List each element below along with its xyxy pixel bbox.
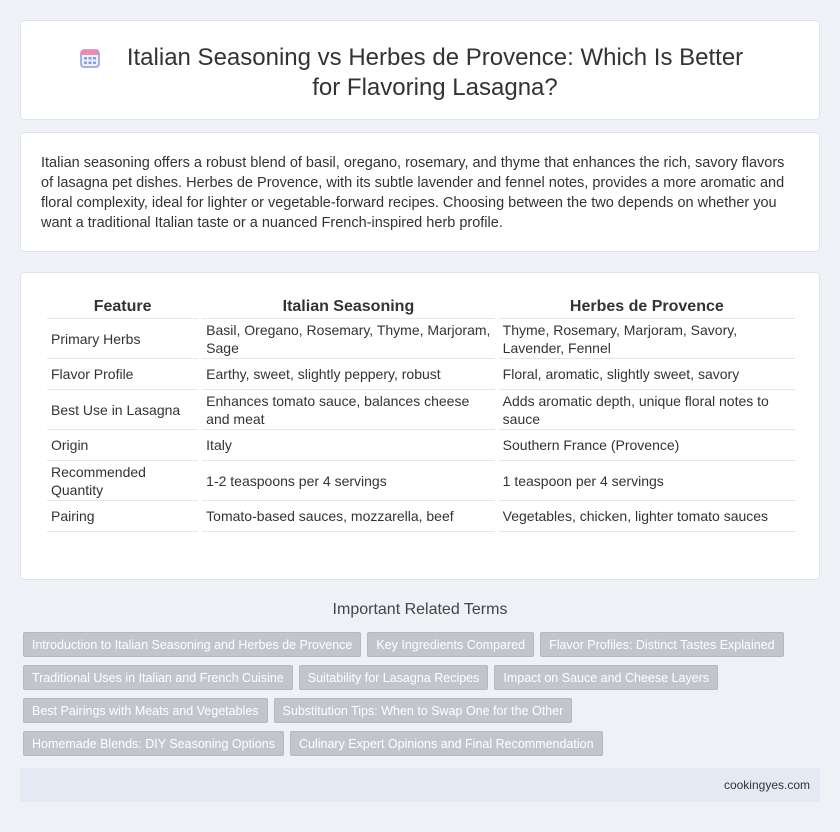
table-row [47,461,795,501]
comparison-table [43,295,799,532]
table-row [47,430,795,461]
row-italian: 1-2 teaspoons per 4 servings [202,461,495,501]
row-provence: Southern France (Provence) [499,430,795,461]
related-term-tag[interactable]: Flavor Profiles: Distinct Tastes Explained [540,632,784,657]
header-card [20,20,820,120]
header-herbes-de-provence: Herbes de Provence [499,295,795,319]
table-row [47,319,795,359]
header-italian-seasoning: Italian Seasoning [202,295,495,319]
related-terms-title: Important Related Terms [332,601,508,618]
related-term-tag[interactable]: Key Ingredients Compared [367,632,534,657]
row-italian: Basil, Oregano, Rosemary, Thyme, Marjoram, Sage [202,319,495,359]
intro-paragraph: Italian seasoning offers a robust blend of basil, oregano, rosemary, and thyme that enhances the rich, savory flavors of lasagna pet dishes. Herbes de Provence, with its subtle lavender and fennel notes, provides a more aromatic and floral complexity, ideal for lighter or vegetable-forward recipes. Choosing between the two depends on whether you want a traditional Italian taste or a nuanced French-inspired herb profile. [41,155,785,231]
row-feature: Best Use in Lasagna [47,390,198,430]
row-provence: Floral, aromatic, slightly sweet, savory [499,359,795,390]
table-row [47,390,795,430]
row-italian: Tomato-based sauces, mozzarella, beef [202,501,495,532]
related-term-tag[interactable]: Substitution Tips: When to Swap One for the Other [274,698,573,723]
row-italian: Enhances tomato sauce, balances cheese and meat [202,390,495,430]
row-feature: Origin [47,430,198,461]
related-term-tag[interactable]: Homemade Blends: DIY Seasoning Options [23,731,284,756]
table-row [47,501,795,532]
table-row [47,359,795,390]
row-feature: Flavor Profile [47,359,198,390]
row-provence: 1 teaspoon per 4 servings [499,461,795,501]
related-terms-list [23,632,823,756]
row-feature: Primary Herbs [47,319,198,359]
related-term-tag[interactable]: Suitability for Lasagna Recipes [299,665,489,690]
row-feature: Pairing [47,501,198,532]
related-term-tag[interactable]: Impact on Sauce and Cheese Layers [494,665,718,690]
related-term-tag[interactable]: Best Pairings with Meats and Vegetables [23,698,268,723]
page-title: Italian Seasoning vs Herbes de Provence: Which Is Better for Flavoring Lasagna? [126,44,744,101]
row-provence: Thyme, Rosemary, Marjoram, Savory, Lavender, Fennel [499,319,795,359]
row-provence: Adds aromatic depth, unique floral notes to sauce [499,390,795,430]
comparison-table-card [20,272,820,580]
row-italian: Italy [202,430,495,461]
row-feature: Recommended Quantity [47,461,198,501]
related-term-tag[interactable]: Traditional Uses in Italian and French Cuisine [23,665,293,690]
row-italian: Earthy, sweet, slightly peppery, robust [202,359,495,390]
header-feature: Feature [47,295,198,319]
related-term-tag[interactable]: Introduction to Italian Seasoning and Herbes de Provence [23,632,361,657]
footer-site-name[interactable]: cookingyes.com [723,778,810,792]
table-header-row [47,295,795,319]
intro-card [20,132,820,252]
related-term-tag[interactable]: Culinary Expert Opinions and Final Recommendation [290,731,603,756]
row-provence: Vegetables, chicken, lighter tomato sauces [499,501,795,532]
footer-bar [20,768,820,802]
